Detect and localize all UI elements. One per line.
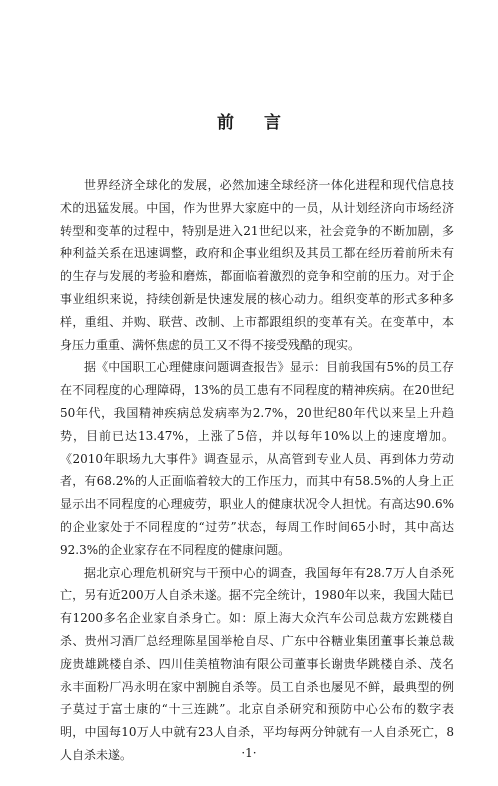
- paragraph-3: 据北京心理危机研究与干预中心的调查，我国每年有28.7万人自杀死亡，另有近200万人自杀未遂。据不完全统计，1980年以来，我国大陆已有1200多名企业家自杀身亡。如：原上海大众汽车公司总裁方宏跳楼自杀、贵州习酒厂总经理陈星国举枪自尽、广东中谷糖业集团董事长兼总裁庞贵雄跳楼自杀、四川佳美植物油有限公司董事长谢贵华跳楼自杀、茂名永丰面粉厂冯永明在家中割腕自杀等。员工自杀也屡见不鲜，最典型的例子莫过于富士康的“十三连跳”。北京自杀研究和预防中心公布的数字表明，中国每10万人中就有23人自杀，平均每两分钟就有一人自杀死亡，8人自杀未遂。: [60, 565, 454, 762]
- paragraph-1: 世界经济全球化的发展，必然加速全球经济一体化进程和现代信息技术的迅猛发展。中国，作为世界大家庭中的一员，从计划经济向市场经济转型和变革的过程中，特别是进入21世纪以来，社会竞争的不断加剧，多种利益关系在迅速调整，政府和企事业组织及其员工都在经历着前所未有的生存与发展的考验和磨炼，都面临着激烈的竞争和空前的压力。对于企事业组织来说，持续创新是快速发展的核心动力。组织变革的形式多种多样，重组、并购、联营、改制、上市都跟组织的变革有关。在变革中，本身压力重重、满怀焦虑的员工又不得不接受残酷的现实。: [60, 178, 454, 352]
- paragraph-2: 据《中国职工心理健康问题调查报告》显示：目前我国有5%的员工存在不同程度的心理障碍，13%的员工患有不同程度的精神疾病。在20世纪50年代，我国精神疾病总发病率为2.7%，20世纪80年代以来呈上升趋势，目前已达13.47%，上涨了5倍，并以每年10%以上的速度增加。《2010年职场九大事件》调查显示，从高管到专业人员、再到体力劳动者，有68.2%的人正面临着较大的工作压力，而其中有58.5%的人身上正显示出不同程度的心理疲劳，职业人的健康状况令人担忧。有高达90.6%的企业家处于不同程度的“过劳”状态，每周工作时间65小时，其中高达92.3%的企业家存在不同程度的健康问题。: [60, 360, 454, 557]
- page-number: ·1·: [241, 746, 257, 760]
- page-title: 前 言: [217, 113, 293, 133]
- body-text: [60, 174, 454, 767]
